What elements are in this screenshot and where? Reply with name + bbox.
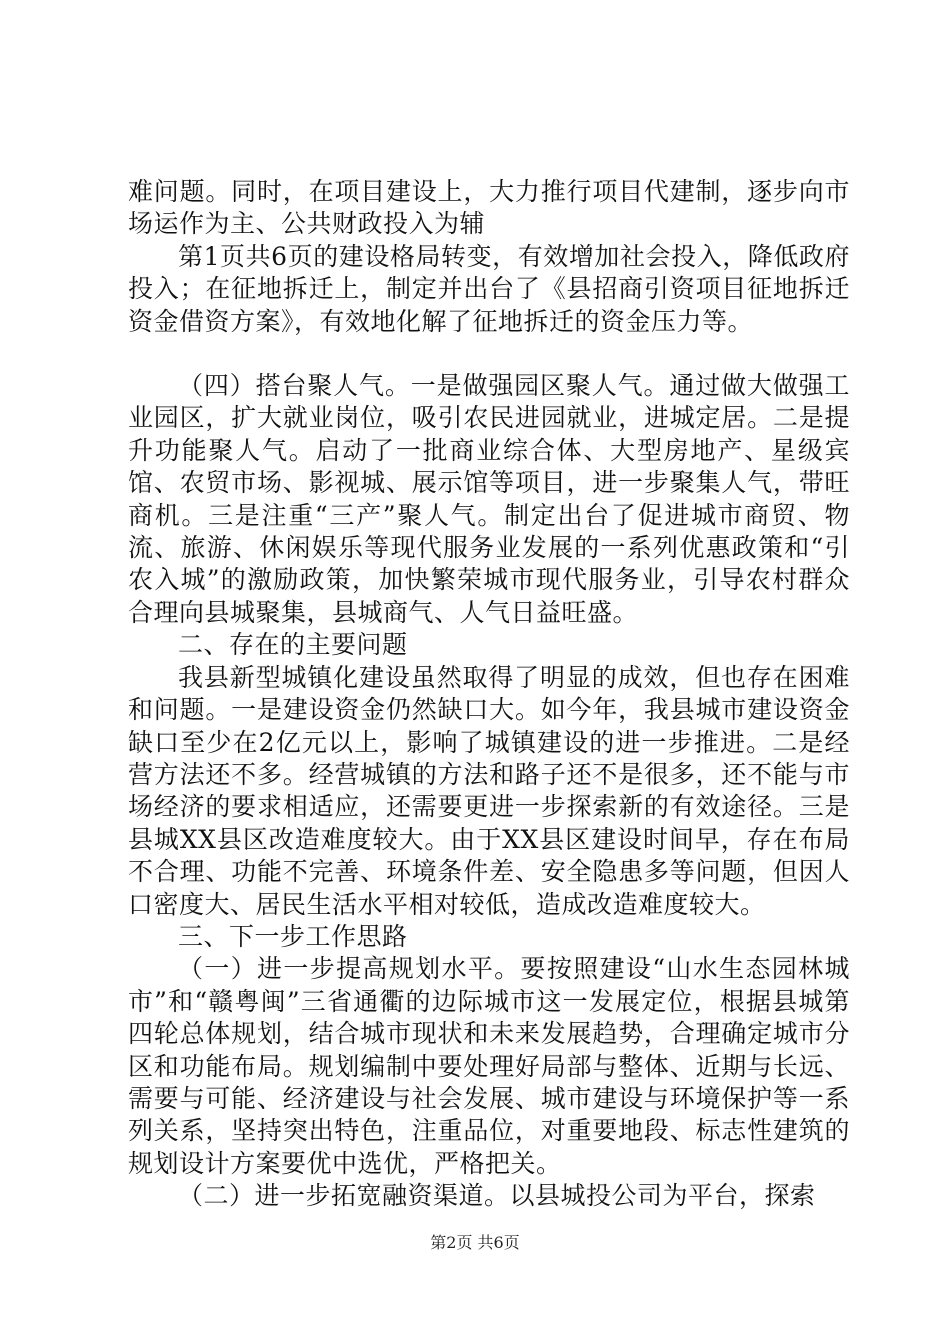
paragraph-3: （四）搭台聚人气。一是做强园区聚人气。通过做大做强工业园区，扩大就业岗位，吸引农民进园就业，进城定居。二是提升功能聚人气。启动了一批商业综合体、大型房地产、星级宾馆、农贸市场、影视城、展示馆等项目，进一步聚集人气，带旺商机。三是注重“三产”聚人气。制定出台了促进城市商贸、物流、旅游、休闲娱乐等现代服务业发展的一系列优惠政策和“引农入城”的激励政策，加快繁荣城市现代服务业，引导农村群众合理向县城聚集，县城商气、人气日益旺盛。 xyxy=(128,371,850,627)
paragraph-2: 第1页共6页的建设格局转变，有效增加社会投入，降低政府投入；在征地拆迁上，制定并出台了《县招商引资项目征地拆迁资金借资方案》，有效地化解了征地拆迁的资金压力等。 xyxy=(128,241,850,336)
paragraph-7: （一）进一步提高规划水平。要按照建设“山水生态园林城市”和“赣粤闽”三省通衢的边际城市这一发展定位，根据县城第四轮总体规划，结合城市现状和未来发展趋势，合理确定城市分区和功能布局。规划编制中要处理好局部与整体、近期与长远、需要与可能、经济建设与社会发展、城市建设与环境保护等一系列关系，坚持突出特色，注重品位，对重要地段、标志性建筑的规划设计方案要优中选优，严格把关。 xyxy=(128,954,850,1178)
page-footer: 第2页 共6页 xyxy=(430,1233,520,1252)
section-heading-next-steps: 三、下一步工作思路 xyxy=(178,921,408,951)
paragraph-8: （二）进一步拓宽融资渠道。以县城投公司为平台，探索 xyxy=(178,1181,816,1211)
document-body xyxy=(128,176,850,1213)
paragraph-1: 难问题。同时，在项目建设上，大力推行项目代建制，逐步向市场运作为主、公共财政投入为辅 xyxy=(128,177,850,239)
paragraph-5: 我县新型城镇化建设虽然取得了明显的成效，但也存在困难和问题。一是建设资金仍然缺口大。如今年，我县城市建设资金缺口至少在2亿元以上，影响了城镇建设的进一步推进。二是经营方法还不多。经营城镇的方法和路子还不是很多，还不能与市场经济的要求相适应，还需要更进一步探索新的有效途径。三是县城XX县区改造难度较大。由于XX县区建设时间早，存在布局不合理、功能不完善、环境条件差、安全隐患多等问题，但因人口密度大、居民生活水平相对较低，造成改造难度较大。 xyxy=(128,662,850,919)
paragraph-gap xyxy=(128,338,850,370)
section-heading-problems: 二、存在的主要问题 xyxy=(178,630,408,660)
